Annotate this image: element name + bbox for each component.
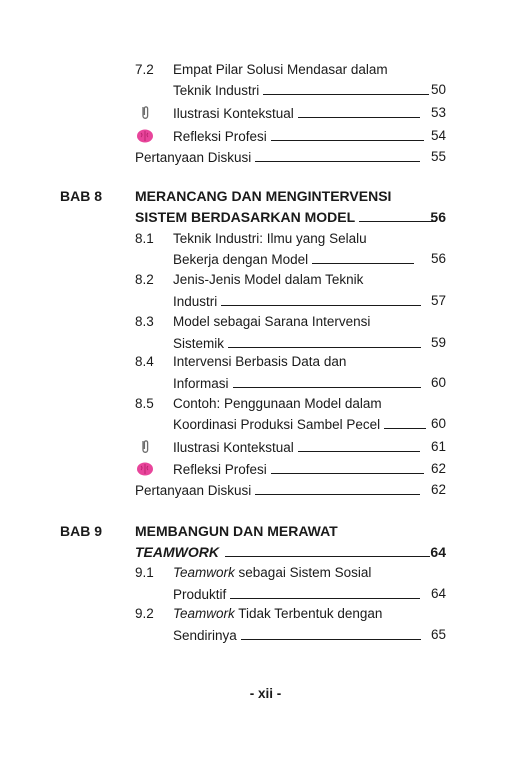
section-title: Teknik Industri: Ilmu yang Selalu bbox=[173, 231, 367, 246]
section-title: Ilustrasi Kontekstual bbox=[173, 106, 294, 121]
leader-line bbox=[359, 208, 436, 222]
section-title: Empat Pilar Solusi Mendasar dalam bbox=[173, 62, 388, 77]
page-number: 59 bbox=[430, 335, 446, 350]
page-number: 62 bbox=[430, 482, 446, 497]
section-number: 8.5 bbox=[135, 396, 154, 411]
page-number: 57 bbox=[430, 293, 446, 308]
section-number: 8.3 bbox=[135, 314, 154, 329]
section-title: sebagai Sistem Sosial bbox=[234, 565, 372, 580]
section-title: Jenis-Jenis Model dalam Teknik bbox=[173, 272, 364, 287]
page-number: 60 bbox=[430, 375, 446, 390]
page-number: 54 bbox=[430, 128, 446, 143]
leader-line bbox=[312, 250, 414, 264]
leader-line bbox=[263, 81, 429, 95]
leader-line bbox=[230, 585, 420, 599]
leader-line bbox=[241, 626, 421, 640]
chapter-title-cont: TEAMWORK bbox=[135, 544, 219, 560]
page-number: 65 bbox=[430, 627, 446, 642]
section-number: 8.1 bbox=[135, 231, 154, 246]
section-title: Contoh: Penggunaan Model dalam bbox=[173, 396, 382, 411]
section-title-cont: Teknik Industri bbox=[173, 83, 260, 98]
page-number: 62 bbox=[430, 461, 446, 476]
section-title: Tidak Terbentuk dengan bbox=[234, 606, 383, 621]
section-title-cont: Sendirinya bbox=[173, 628, 237, 643]
page-number: 64 bbox=[430, 586, 446, 601]
leader-line bbox=[228, 334, 421, 348]
section-title-cont: Sistemik bbox=[173, 336, 225, 351]
section-title: Intervensi Berbasis Data dan bbox=[173, 354, 347, 369]
section-number: 9.2 bbox=[135, 606, 154, 621]
section-number: 8.2 bbox=[135, 272, 154, 287]
section-title-cont: Bekerja dengan Model bbox=[173, 252, 309, 267]
chapter-title-cont: SISTEM BERDASARKAN MODEL bbox=[135, 209, 356, 225]
leader-line bbox=[271, 460, 424, 474]
section-title: Model sebagai Sarana Intervensi bbox=[173, 314, 371, 329]
page-number: 56 bbox=[430, 251, 446, 266]
section-title: Pertanyaan Diskusi bbox=[135, 483, 252, 498]
page-number: 60 bbox=[430, 416, 446, 431]
chapter-title: MEMBANGUN DAN MERAWAT bbox=[135, 523, 338, 539]
leader-line bbox=[221, 292, 421, 306]
paperclip-icon bbox=[136, 438, 154, 456]
brain-icon bbox=[136, 460, 154, 478]
section-title-cont: Industri bbox=[173, 294, 218, 309]
page-number: 53 bbox=[430, 105, 446, 120]
brain-icon bbox=[136, 127, 154, 145]
section-title-italic: Teamwork bbox=[173, 565, 235, 580]
leader-line bbox=[298, 438, 420, 452]
section-title: Refleksi Profesi bbox=[173, 462, 267, 477]
section-number: 9.1 bbox=[135, 565, 154, 580]
leader-line bbox=[225, 543, 430, 557]
section-number: 7.2 bbox=[135, 62, 154, 77]
section-title: Refleksi Profesi bbox=[173, 129, 267, 144]
section-number: 8.4 bbox=[135, 354, 154, 369]
chapter-title: MERANCANG DAN MENGINTERVENSI bbox=[135, 188, 392, 204]
paperclip-icon bbox=[136, 104, 154, 122]
leader-line bbox=[255, 148, 420, 162]
section-title: Pertanyaan Diskusi bbox=[135, 150, 252, 165]
page-number: 61 bbox=[430, 439, 446, 454]
section-title-cont: Informasi bbox=[173, 376, 229, 391]
section-title: Ilustrasi Kontekstual bbox=[173, 440, 294, 455]
leader-line bbox=[233, 374, 421, 388]
page-footer-number: - xii - bbox=[249, 686, 282, 701]
section-title-italic: Teamwork bbox=[173, 606, 235, 621]
leader-line bbox=[384, 415, 426, 429]
page-number: 55 bbox=[430, 149, 446, 164]
section-title-cont: Koordinasi Produksi Sambel Pecel bbox=[173, 417, 381, 432]
page-number: 50 bbox=[430, 82, 446, 97]
section-title-cont: Produktif bbox=[173, 587, 227, 602]
page-number: 64 bbox=[430, 544, 446, 560]
leader-line bbox=[298, 104, 420, 118]
leader-line bbox=[271, 127, 424, 141]
leader-line bbox=[255, 481, 420, 495]
chapter-label: BAB 8 bbox=[60, 188, 103, 204]
page-number: 56 bbox=[430, 209, 446, 225]
chapter-label: BAB 9 bbox=[60, 523, 103, 539]
